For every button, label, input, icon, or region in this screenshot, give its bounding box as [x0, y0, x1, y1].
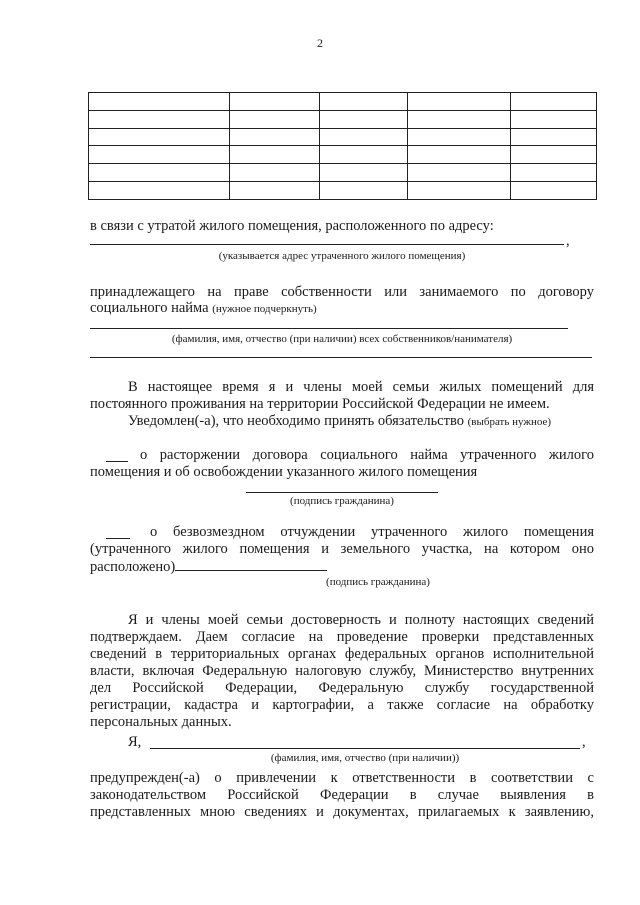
- option1-signature-hint: (подпись гражданина): [290, 495, 394, 507]
- warn-ya: Я,: [128, 734, 142, 750]
- table-cell[interactable]: [320, 128, 408, 146]
- table-cell[interactable]: [408, 128, 511, 146]
- consent-line5: дел Российской Федерации, Федеральную службу государственной: [90, 680, 594, 696]
- ownership-underline-note: (нужное подчеркнуть): [212, 303, 317, 315]
- table-cell[interactable]: [408, 110, 511, 128]
- table-cell[interactable]: [408, 93, 511, 111]
- address-hint: (указывается адрес утраченного жилого помещения): [218, 250, 466, 262]
- table-cell[interactable]: [230, 110, 320, 128]
- consent-line3: сведений в территориальных органах федеральных органов исполнительной: [90, 646, 594, 662]
- warn-line2: законодательством Российской Федерации в случае выявления в: [90, 787, 594, 803]
- table-cell[interactable]: [320, 182, 408, 200]
- table-cell[interactable]: [511, 110, 597, 128]
- table-cell[interactable]: [230, 128, 320, 146]
- option2-mark-line[interactable]: [106, 538, 130, 539]
- address-intro-text: в связи с утратой жилого помещения, расположенного по адресу:: [90, 218, 494, 234]
- address-line-comma: ,: [566, 233, 570, 249]
- table-row: [89, 110, 597, 128]
- ownership-text-line1: принадлежащего на праве собственности или занимаемого по договору: [90, 284, 594, 300]
- data-table: [88, 92, 597, 200]
- table-cell[interactable]: [408, 146, 511, 164]
- table-cell[interactable]: [511, 164, 597, 182]
- table-cell[interactable]: [230, 93, 320, 111]
- warn-line1: предупрежден(-а) о привлечении к ответственности в соответствии с: [90, 770, 594, 786]
- option2-line3: [90, 558, 327, 576]
- table-cell[interactable]: [511, 146, 597, 164]
- consent-line1: Я и члены моей семьи достоверность и полноту настоящих сведений: [128, 612, 594, 628]
- table-row: [89, 146, 597, 164]
- table-cell[interactable]: [230, 164, 320, 182]
- table-cell[interactable]: [320, 110, 408, 128]
- statement-line2: постоянного проживания на территории Российской Федерации не имеем.: [90, 396, 550, 412]
- option1-mark-line[interactable]: [106, 461, 128, 462]
- name-hint: (фамилия, имя, отчество (при наличии)): [270, 752, 460, 764]
- name-line-comma: ,: [582, 734, 586, 750]
- option1-signature-line[interactable]: [246, 492, 438, 493]
- table-cell[interactable]: [511, 128, 597, 146]
- table-cell[interactable]: [230, 182, 320, 200]
- name-input-line[interactable]: [150, 748, 580, 749]
- table-cell[interactable]: [230, 146, 320, 164]
- option2-located: расположено): [90, 559, 176, 575]
- table-cell[interactable]: [89, 164, 230, 182]
- statement-line1: В настоящее время я и члены моей семьи жилых помещений для: [128, 379, 594, 395]
- table-cell[interactable]: [511, 182, 597, 200]
- notified-main: Уведомлен(-а), что необходимо принять обязательство: [128, 413, 464, 429]
- choose-note: (выбрать нужное): [467, 416, 552, 428]
- table-cell[interactable]: [89, 146, 230, 164]
- table-row: [89, 164, 597, 182]
- table-cell[interactable]: [320, 164, 408, 182]
- consent-line4: власти, включая Федеральную налоговую службу, Министерство внутренних: [90, 663, 594, 679]
- option1-line1: о расторжении договора социального найма утраченного жилого: [140, 447, 594, 463]
- consent-line6: регистрации, кадастра и картографии, а также согласие на обработку: [90, 697, 594, 713]
- table-cell[interactable]: [511, 93, 597, 111]
- table-row: [89, 182, 597, 200]
- table-cell[interactable]: [89, 182, 230, 200]
- notified-text: [128, 413, 551, 431]
- option1-line2: помещения и об освобождении указанного жилого помещения: [90, 464, 478, 480]
- table-row: [89, 128, 597, 146]
- owners-input-line-2[interactable]: [90, 357, 592, 358]
- table-cell[interactable]: [320, 93, 408, 111]
- owners-input-line[interactable]: [90, 328, 568, 329]
- table-row: [89, 93, 597, 111]
- consent-line2: подтверждаем. Даем согласие на проведение проверки представленных: [90, 629, 594, 645]
- consent-line7: персональных данных.: [90, 714, 232, 730]
- option2-line1: о безвозмездном отчуждении утраченного жилого помещения: [150, 524, 594, 540]
- owners-hint: (фамилия, имя, отчество (при наличии) всех собственников/нанимателя): [171, 333, 513, 345]
- table-cell[interactable]: [408, 164, 511, 182]
- option2-line2: (утраченного жилого помещения и земельного участка, на котором оно: [90, 541, 594, 557]
- ownership-social-lease: социального найма: [90, 300, 209, 316]
- warn-line3: представленных мною сведениях и документах, прилагаемых к заявлению,: [90, 804, 594, 820]
- ownership-text-line2: [90, 300, 317, 318]
- table-cell[interactable]: [89, 93, 230, 111]
- table-cell[interactable]: [89, 128, 230, 146]
- address-input-line[interactable]: [90, 244, 564, 245]
- table-cell[interactable]: [408, 182, 511, 200]
- option2-signature-line[interactable]: [175, 558, 327, 571]
- option2-signature-hint: (подпись гражданина): [326, 576, 430, 588]
- page-number: 2: [317, 36, 323, 50]
- table-cell[interactable]: [89, 110, 230, 128]
- table-cell[interactable]: [320, 146, 408, 164]
